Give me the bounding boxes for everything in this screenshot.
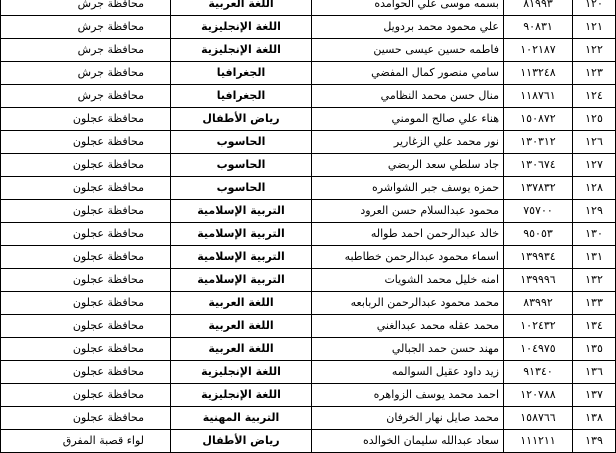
table-row: [1, 131, 616, 154]
specialization-cell: اللغة العربية: [171, 315, 312, 338]
table-row: [1, 200, 616, 223]
full-name-cell: حمزه يوسف جبر الشواشره: [312, 177, 504, 200]
full-name-cell: سعاد عبدالله سليمان الخوالده: [312, 430, 504, 453]
id-number-cell: ٩٠٨٣١: [504, 16, 573, 39]
row-number-cell: ١٢١: [573, 16, 616, 39]
specialization-cell: التربية الإسلامية: [171, 269, 312, 292]
specialization-cell: التربية الإسلامية: [171, 200, 312, 223]
governorate-cell: محافظة عجلون: [1, 292, 171, 315]
id-number-cell: ١٥٨٧٦٦: [504, 407, 573, 430]
full-name-cell: محمود عبدالسلام حسن العرود: [312, 200, 504, 223]
row-number-cell: ١٢٨: [573, 177, 616, 200]
row-number-cell: ١٣٤: [573, 315, 616, 338]
id-number-cell: ١٣٩٩٩٦: [504, 269, 573, 292]
table-row: [1, 384, 616, 407]
row-number-cell: ١٣٩: [573, 430, 616, 453]
table-row: [1, 39, 616, 62]
table-row: [1, 361, 616, 384]
full-name-cell: زيد داود عقيل السوالمه: [312, 361, 504, 384]
table-row: [1, 315, 616, 338]
full-name-cell: سامي منصور كمال المفضي: [312, 62, 504, 85]
id-number-cell: ١٣٧٨٣٢: [504, 177, 573, 200]
governorate-cell: محافظة عجلون: [1, 154, 171, 177]
table-row: [1, 269, 616, 292]
table-row: [1, 177, 616, 200]
row-number-cell: ١٣١: [573, 246, 616, 269]
specialization-cell: اللغة العربية: [171, 338, 312, 361]
row-number-cell: ١٢٢: [573, 39, 616, 62]
id-number-cell: ٨٣٩٩٢: [504, 292, 573, 315]
row-number-cell: ١٣٦: [573, 361, 616, 384]
governorate-cell: محافظة عجلون: [1, 246, 171, 269]
specialization-cell: اللغة الإنجليزية: [171, 384, 312, 407]
specialization-cell: اللغة العربية: [171, 0, 312, 16]
row-number-cell: ١٣٣: [573, 292, 616, 315]
id-number-cell: ١٣٩٩٣٤: [504, 246, 573, 269]
full-name-cell: منال حسن محمد النظامي: [312, 85, 504, 108]
full-name-cell: هناء علي صالح المومني: [312, 108, 504, 131]
full-name-cell: فاطمه حسين عيسى حسين: [312, 39, 504, 62]
id-number-cell: ٩١٣٤٠: [504, 361, 573, 384]
full-name-cell: محمد عقله محمد عبدالغني: [312, 315, 504, 338]
governorate-cell: لواء قصبة المفرق: [1, 430, 171, 453]
governorate-cell: محافظة عجلون: [1, 177, 171, 200]
id-number-cell: ١١٣٢٤٨: [504, 62, 573, 85]
id-number-cell: ١٠٢١٨٧: [504, 39, 573, 62]
id-number-cell: ١٥٠٨٧٢: [504, 108, 573, 131]
governorate-cell: محافظة جرش: [1, 16, 171, 39]
governorate-cell: محافظة عجلون: [1, 131, 171, 154]
specialization-cell: التربية الإسلامية: [171, 223, 312, 246]
specialization-cell: اللغة الإنجليزية: [171, 361, 312, 384]
row-number-cell: ١٢٣: [573, 62, 616, 85]
row-number-cell: ١٣٧: [573, 384, 616, 407]
row-number-cell: ١٢٤: [573, 85, 616, 108]
full-name-cell: اسماء محمود عبدالرحمن خطاطبه: [312, 246, 504, 269]
governorate-cell: محافظة عجلون: [1, 315, 171, 338]
governorate-cell: محافظة جرش: [1, 85, 171, 108]
specialization-cell: الحاسوب: [171, 154, 312, 177]
row-number-cell: ١٢٠: [573, 0, 616, 16]
governorate-cell: محافظة جرش: [1, 39, 171, 62]
full-name-cell: امنه خليل محمد الشويات: [312, 269, 504, 292]
governorate-cell: محافظة عجلون: [1, 361, 171, 384]
governorate-cell: محافظة جرش: [1, 62, 171, 85]
specialization-cell: الحاسوب: [171, 177, 312, 200]
specialization-cell: رياض الأطفال: [171, 108, 312, 131]
governorate-cell: محافظة عجلون: [1, 407, 171, 430]
id-number-cell: ١٣٠٦٧٤: [504, 154, 573, 177]
full-name-cell: جاد سلطي سعد الربضي: [312, 154, 504, 177]
specialization-cell: التربية الإسلامية: [171, 246, 312, 269]
specialization-cell: رياض الأطفال: [171, 430, 312, 453]
full-name-cell: نور محمد علي الزغارير: [312, 131, 504, 154]
table-body: [1, 0, 616, 453]
id-number-cell: ٨١٩٩٣: [504, 0, 573, 16]
row-number-cell: ١٢٧: [573, 154, 616, 177]
id-number-cell: ٧٥٧٠٠: [504, 200, 573, 223]
id-number-cell: ١٠٤٩٧٥: [504, 338, 573, 361]
specialization-cell: الجغرافيا: [171, 85, 312, 108]
full-name-cell: احمد محمد يوسف الزواهره: [312, 384, 504, 407]
table-row: [1, 292, 616, 315]
specialization-cell: الجغرافيا: [171, 62, 312, 85]
governorate-cell: محافظة عجلون: [1, 269, 171, 292]
full-name-cell: علي محمود محمد بردويل: [312, 16, 504, 39]
specialization-cell: اللغة الإنجليزية: [171, 39, 312, 62]
row-number-cell: ١٣٨: [573, 407, 616, 430]
row-number-cell: ١٣٢: [573, 269, 616, 292]
table-row: [1, 154, 616, 177]
table-row: [1, 108, 616, 131]
id-number-cell: ١٣٠٣١٢: [504, 131, 573, 154]
specialization-cell: الحاسوب: [171, 131, 312, 154]
full-name-cell: محمد محمود عبدالرحمن الربابعه: [312, 292, 504, 315]
table-row: [1, 246, 616, 269]
full-name-cell: محمد صايل نهار الخرفان: [312, 407, 504, 430]
table-row: [1, 62, 616, 85]
id-number-cell: ١١١٢١١: [504, 430, 573, 453]
table-row: [1, 430, 616, 453]
id-number-cell: ١١٨٧٦١: [504, 85, 573, 108]
id-number-cell: ٩٥٠٥٣: [504, 223, 573, 246]
id-number-cell: ١٠٢٤٣٢: [504, 315, 573, 338]
table-row: [1, 338, 616, 361]
table-row: [1, 16, 616, 39]
specialization-cell: اللغة العربية: [171, 292, 312, 315]
full-name-cell: مهند حسن حمد الجبالي: [312, 338, 504, 361]
full-name-cell: خالد عبدالرحمن احمد طواله: [312, 223, 504, 246]
row-number-cell: ١٢٦: [573, 131, 616, 154]
row-number-cell: ١٢٥: [573, 108, 616, 131]
full-name-cell: بسمه موسى علي الحوامده: [312, 0, 504, 16]
row-number-cell: ١٣٠: [573, 223, 616, 246]
specialization-cell: التربية المهنية: [171, 407, 312, 430]
id-number-cell: ١٢٠٧٨٨: [504, 384, 573, 407]
row-number-cell: ١٢٩: [573, 200, 616, 223]
governorate-cell: محافظة عجلون: [1, 108, 171, 131]
specialization-cell: اللغة الإنجليزية: [171, 16, 312, 39]
governorate-cell: محافظة عجلون: [1, 338, 171, 361]
governorate-cell: محافظة جرش: [1, 0, 171, 16]
governorate-cell: محافظة عجلون: [1, 223, 171, 246]
row-number-cell: ١٣٥: [573, 338, 616, 361]
table-row: [1, 85, 616, 108]
governorate-cell: محافظة عجلون: [1, 384, 171, 407]
table-row: [1, 0, 616, 16]
table-row: [1, 223, 616, 246]
governorate-cell: محافظة عجلون: [1, 200, 171, 223]
table-row: [1, 407, 616, 430]
